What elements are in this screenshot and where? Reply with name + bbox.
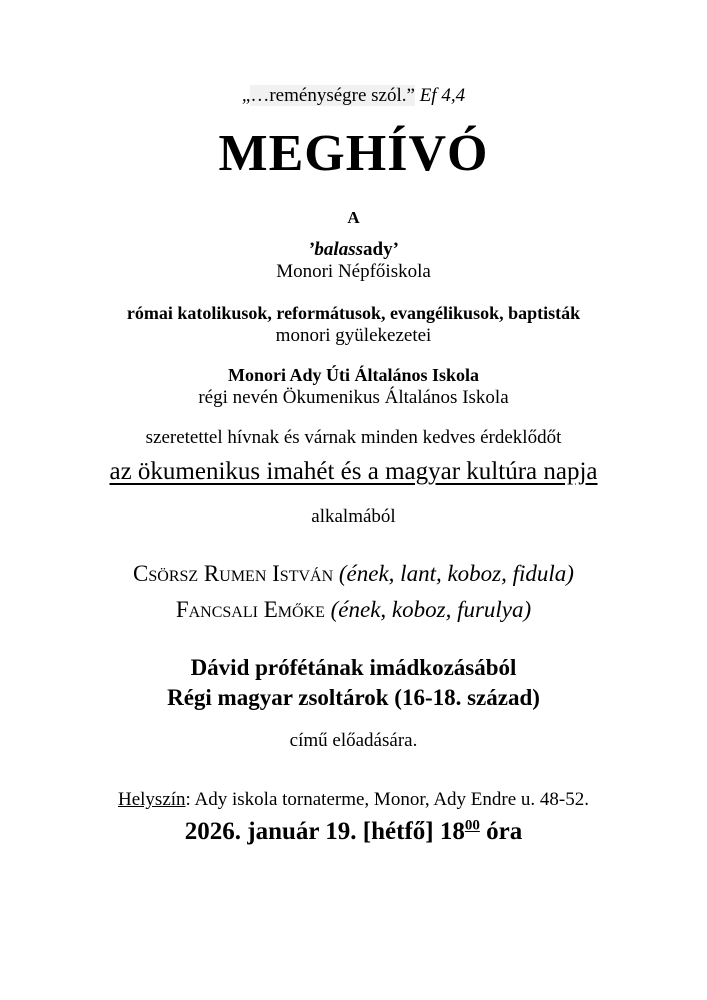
quote-reference: Ef 4,4: [419, 85, 466, 106]
article-word: A: [347, 208, 360, 227]
churches-line: római katolikusok, reformátusok, evangélikusok, baptisták: [126, 303, 581, 323]
scripture-quote: [0, 85, 707, 107]
datetime-superscript: 00: [464, 817, 480, 834]
churches-subline: monori gyülekezetei: [275, 325, 432, 346]
venue-line: [0, 789, 707, 811]
datetime-line: [0, 818, 707, 847]
occasion-suffix: alkalmából: [311, 506, 396, 527]
invitation-line: szeretettel hívnak és várnak minden kedves érdeklődőt: [145, 427, 562, 448]
program-title-line2: Régi magyar zsoltárok (16-18. század): [167, 685, 540, 710]
host-org-name-upright: ady’: [363, 239, 399, 260]
quote-body: …reménységre szól.”: [250, 85, 415, 106]
performer-name: Fancsali Emőke: [175, 597, 325, 622]
performer-row: [0, 561, 707, 587]
school-line: Monori Ady Úti Általános Iskola: [227, 365, 480, 385]
occasion-title: az ökumenikus imahét és a magyar kultúra napja: [109, 458, 598, 485]
program-title-line1: Dávid prófétának imádkozásából: [190, 655, 517, 680]
host-org-name: [0, 239, 707, 261]
school-subline: régi nevén Ökumenikus Általános Iskola: [198, 387, 509, 408]
performer-instruments: (ének, lant, koboz, fidula): [338, 561, 574, 586]
host-org-name-italic: ’balass: [308, 239, 363, 260]
venue-address: : Ady iskola tornaterme, Monor, Ady Endre u. 48-52.: [185, 789, 589, 810]
datetime-suffix: óra: [486, 818, 523, 845]
datetime-prefix: 2026. január 19. [hétfő] 18: [184, 818, 465, 845]
venue-label: Helyszín: [118, 789, 186, 810]
page-title: MEGHÍVÓ: [218, 125, 489, 182]
quote-open-mark: „: [241, 85, 251, 106]
performer-row: [0, 597, 707, 623]
performer-instruments: (ének, koboz, furulya): [330, 597, 532, 622]
host-org-subtitle: Monori Népfőiskola: [276, 261, 431, 282]
program-suffix: című előadására.: [289, 730, 418, 751]
performer-name: Csörsz Rumen István: [133, 561, 334, 586]
